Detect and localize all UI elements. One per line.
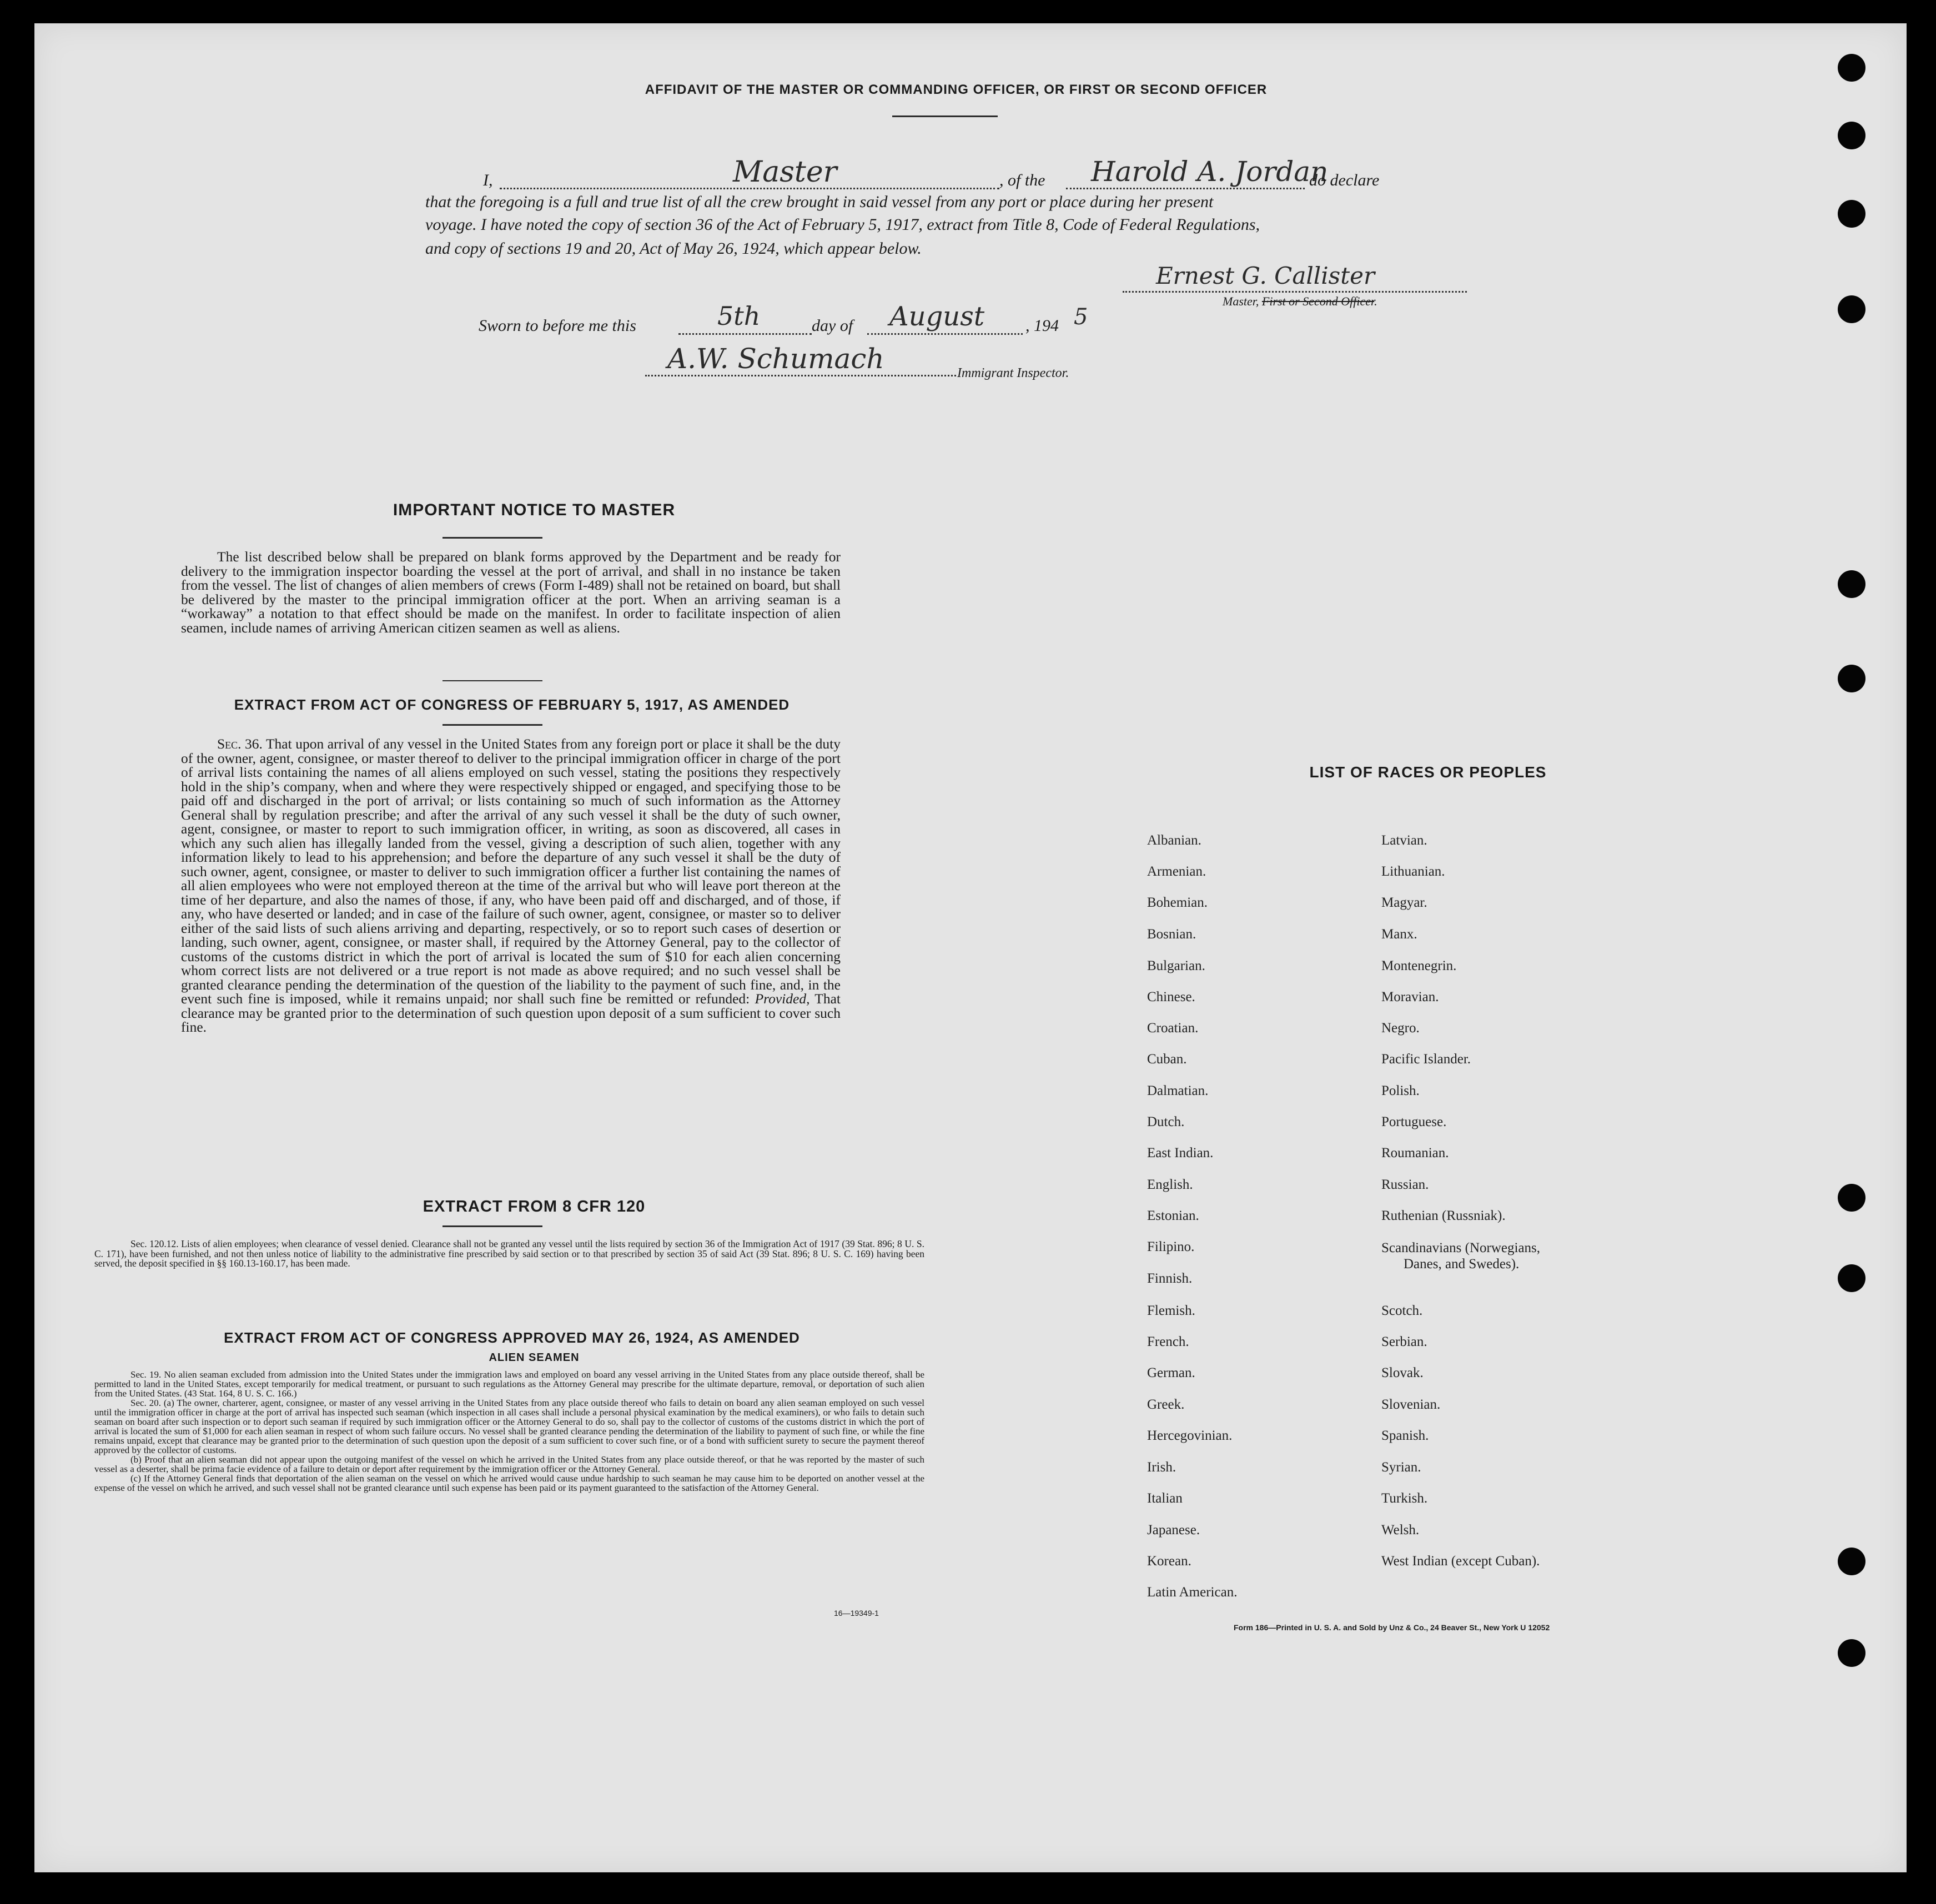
sec20b-text: (b) Proof that an alien seaman did not appear upon the outgoing manifest of the vessel on which he arrived in the United States from any place outside thereof, or that he was reported by the master of such vessel as a deserter, shall be prima facie evidence of a failure to detain or deport after requirement by the immigration officer or the Attorney General. bbox=[94, 1454, 924, 1474]
month-dotted-line bbox=[867, 333, 1023, 335]
race-item: Croatian. bbox=[1147, 1021, 1199, 1036]
provided-label: Provided, bbox=[755, 991, 810, 1007]
race-item: Montenegrin. bbox=[1381, 958, 1457, 973]
sworn-day-value: 5th bbox=[717, 301, 761, 331]
i-handwritten-value: Master bbox=[733, 155, 837, 189]
i-label: I, bbox=[483, 171, 493, 189]
cfr-rule bbox=[442, 1225, 542, 1227]
race-item: French. bbox=[1147, 1334, 1189, 1349]
extract1924-text bbox=[94, 1370, 924, 1493]
race-item: Irish. bbox=[1147, 1460, 1176, 1475]
race-item: Turkish. bbox=[1381, 1491, 1428, 1506]
race-item: Scandinavians (Norwegians, bbox=[1381, 1240, 1541, 1255]
form-code: 16—19349-1 bbox=[834, 1609, 879, 1617]
inspector-dotted-line bbox=[645, 375, 956, 376]
punch-hole bbox=[1838, 1184, 1865, 1212]
race-item: Dutch. bbox=[1147, 1114, 1185, 1129]
race-item: Spanish. bbox=[1381, 1428, 1429, 1443]
master-caption: Master, First or Second Officer. bbox=[1223, 294, 1377, 308]
race-item: Bosnian. bbox=[1147, 927, 1196, 942]
race-item: Korean. bbox=[1147, 1554, 1191, 1569]
races-left-column bbox=[1147, 833, 1347, 1621]
race-item: German. bbox=[1147, 1365, 1195, 1380]
race-item: Italian bbox=[1147, 1491, 1183, 1506]
provided-body: That clearance may be granted prior to the determination of such question upon deposit of a sum sufficient to cover such fine. bbox=[181, 991, 841, 1035]
races-title: LIST OF RACES OR PEOPLES bbox=[1309, 763, 1547, 781]
vessel-handwritten-value: Harold A. Jordan bbox=[1091, 155, 1329, 188]
punch-hole bbox=[1838, 1548, 1865, 1575]
master-signature: Ernest G. Callister bbox=[1156, 262, 1375, 289]
sec20c-text: (c) If the Attorney General finds that deportation of the alien seaman on the vessel on which he arrived would cause undue hardship to such seaman he may cause him to be deported on another vessel at the expense of the vessel on which he arrived, and such vessel shall not be granted clearance until such expense has been paid or its payment guaranteed to the satisfaction of the Attorney General. bbox=[94, 1473, 924, 1493]
race-item: Flemish. bbox=[1147, 1303, 1195, 1318]
sec36-label: Sec. 36. bbox=[217, 736, 263, 752]
day-dotted-line bbox=[678, 333, 812, 335]
race-item: Moravian. bbox=[1381, 989, 1439, 1004]
sworn-label: Sworn to before me this bbox=[479, 317, 636, 335]
vessel-dotted-line bbox=[1066, 188, 1305, 189]
race-item: Portuguese. bbox=[1381, 1114, 1447, 1129]
extract1917-text bbox=[181, 737, 841, 1034]
inspector-signature-block bbox=[645, 343, 1145, 387]
notice-text: The list described below shall be prepared on blank forms approved by the Department and be ready for delivery to the immigration inspector boarding the vessel at the port of arrival, and shall in no instance be taken from the vessel. The list of changes of alien members of crews (Form I-489) shall not be retained on board, but shall be delivered by the master to the principal immigration officer at the port. When an arriving seaman is a “workaway” a notation to that effect should be made on the manifest. In order to facilitate inspection of alien seamen, include names of arriving American citizen seamen as well as aliens. bbox=[181, 549, 841, 636]
race-item: West Indian (except Cuban). bbox=[1381, 1554, 1540, 1569]
master-dotted-line bbox=[1123, 291, 1467, 293]
sec20a-text: Sec. 20. (a) The owner, charterer, agent, consignee, or master of any vessel arriving in the United States from any place outside thereof who fails to detain on board any alien seaman employed on such vessel until the immigration officer in charge at the port of arrival has inspected such seaman (which inspection in all cases shall include a personal physical examination by the medical examiners), or who fails to detain such seaman on board after such inspection or to deport such seaman if required by such immigration officer or the Attorney General to do so, shall pay to the collector of customs of the customs district in which the port of arrival is located the sum of $1,000 for each alien seaman in respect of whom such failure occurs. No vessel shall be granted clearance pending the determination of the liability to payment of such fine, or while the fine remains unpaid, except that clearance may be granted prior to the determination of such question upon the deposit of a sum sufficient to cover such fine, or of a bond with sufficient surety to secure the payment thereof approved by the collector of customs. bbox=[94, 1398, 924, 1455]
race-item: Slovenian. bbox=[1381, 1397, 1441, 1412]
race-item: Chinese. bbox=[1147, 989, 1195, 1004]
sec36-body: That upon arrival of any vessel in the United States from any foreign port or place it shall be the duty of the owner, agent, consignee, or master thereof to deliver to the principal immigration officer in charge of the port of arrival lists containing the names of all aliens employed on such vessel, stating the positions they respectively hold in the ship’s company, when and where they were respectively shipped or engaged, and specifying those to be paid off and discharged in the port of arrival; or lists containing so much of such information as the Attorney General shall by regulation prescribe; and after the arrival of any such vessel it shall be the duty of such owner, agent, consignee, or master to report to such immigration officer, in writing, as soon as discovered, all cases in which any such alien has illegally landed from the vessel, giving a description of such alien, together with any information likely to lead to his apprehension; and before the departure of any such vessel it shall be the duty of such owner, agent, consignee, or master to deliver to such immigration officer a further list containing the names of all alien employees who were not employed thereon at the time of the arrival but who will leave port thereon at the time of her departure, and also the names of those, if any, who have been paid off and discharged, and of those, if any, who have deserted or landed; and in case of the failure of such owner, agent, consignee, or master so to deliver either of the said lists of such aliens arriving and departing, respectively, or so to report such cases of desertion or landing, such owner, agent, consignee, or master shall, if required by the Attorney General, pay to the collector of customs of the customs district in which the port of arrival is located the sum of $10 for each alien concerning whom correct lists are not delivered or a true report is not made as above required; and no such vessel shall be granted clearance pending the determination of the question of the liability to the payment of such fine, and, in the event such fine is imposed, while it remains unpaid; nor shall such fine be remitted or refunded: bbox=[181, 736, 841, 1007]
race-item: Armenian. bbox=[1147, 864, 1206, 879]
cfr-title: EXTRACT FROM 8 CFR 120 bbox=[423, 1198, 646, 1215]
punch-hole bbox=[1838, 54, 1865, 82]
race-item: Magyar. bbox=[1381, 895, 1427, 910]
race-item: English. bbox=[1147, 1177, 1193, 1192]
race-item: Polish. bbox=[1381, 1083, 1420, 1098]
master-caption-master: Master, bbox=[1223, 294, 1259, 308]
race-item: Russian. bbox=[1381, 1177, 1429, 1192]
race-item: Roumanian. bbox=[1381, 1146, 1449, 1161]
race-item: Latvian. bbox=[1381, 833, 1427, 848]
race-item: Filipino. bbox=[1147, 1239, 1195, 1254]
affidavit-line3: voyage. I have noted the copy of section 36 of the Act of February 5, 1917, extract from Title 8, Code of Federal Regulations, bbox=[425, 215, 1260, 234]
sworn-month-value: August bbox=[889, 301, 985, 332]
race-item: Latin American. bbox=[1147, 1585, 1238, 1600]
title-rule bbox=[892, 115, 998, 117]
punch-hole bbox=[1838, 570, 1865, 598]
punch-hole bbox=[1838, 295, 1865, 323]
race-item: Serbian. bbox=[1381, 1334, 1427, 1349]
race-item: Greek. bbox=[1147, 1397, 1185, 1412]
race-item: Lithuanian. bbox=[1381, 864, 1445, 879]
extract1924-subtitle: ALIEN SEAMEN bbox=[489, 1352, 580, 1364]
affidavit-title: AFFIDAVIT OF THE MASTER OR COMMANDING OFFICER, OR FIRST OR SECOND OFFICER bbox=[645, 82, 1268, 97]
punch-hole bbox=[1838, 1264, 1865, 1292]
inspector-caption: Immigrant Inspector. bbox=[957, 366, 1069, 380]
declare-label: do declare bbox=[1309, 171, 1380, 189]
races-right-column bbox=[1381, 833, 1714, 1621]
race-item: Japanese. bbox=[1147, 1523, 1200, 1538]
race-item: Welsh. bbox=[1381, 1523, 1420, 1538]
year-suffix: 5 bbox=[1074, 304, 1088, 330]
race-item: Albanian. bbox=[1147, 833, 1201, 848]
notice-rule bbox=[442, 537, 542, 539]
race-item: Slovak. bbox=[1381, 1365, 1424, 1380]
race-item: Manx. bbox=[1381, 927, 1417, 942]
race-item: Cuban. bbox=[1147, 1052, 1187, 1067]
inspector-signature: A.W. Schumach bbox=[667, 343, 884, 375]
printer-footer: Form 186—Printed in U. S. A. and Sold by Unz & Co., 24 Beaver St., New York U 12052 bbox=[1234, 1623, 1550, 1632]
sec19-text: Sec. 19. No alien seaman excluded from admission into the United States under the immigration laws and employed on board any vessel arriving in the United States from any place outside thereof, shall be permitted to land in the United States, except temporarily for medical treatment, or pursuant to such regulations as the Attorney General may prescribe for the ultimate departure, removal, or deportation of such alien from the United States. (43 Stat. 164, 8 U. S. C. 166.) bbox=[94, 1369, 924, 1399]
master-caption-struck: First or Second Officer bbox=[1261, 294, 1375, 308]
race-item: Estonian. bbox=[1147, 1208, 1199, 1223]
extract1924-title: EXTRACT FROM ACT OF CONGRESS APPROVED MAY 26, 1924, AS AMENDED bbox=[224, 1329, 800, 1346]
race-item: Negro. bbox=[1381, 1021, 1420, 1036]
punch-hole bbox=[1838, 200, 1865, 228]
race-item: East Indian. bbox=[1147, 1146, 1214, 1161]
race-item: Bohemian. bbox=[1147, 895, 1208, 910]
race-item: Ruthenian (Russniak). bbox=[1381, 1208, 1506, 1223]
race-item: Dalmatian. bbox=[1147, 1083, 1209, 1098]
race-item: Danes, and Swedes). bbox=[1404, 1257, 1520, 1272]
race-item: Pacific Islander. bbox=[1381, 1052, 1471, 1067]
year-prefix: , 194 bbox=[1025, 317, 1059, 335]
affidavit-line1 bbox=[483, 155, 1538, 194]
race-item: Scotch. bbox=[1381, 1303, 1423, 1318]
extract1917-rule bbox=[442, 724, 542, 726]
form-sheet bbox=[34, 23, 1907, 1872]
race-item: Bulgarian. bbox=[1147, 958, 1205, 973]
sworn-line bbox=[479, 301, 1200, 334]
notice-title: IMPORTANT NOTICE TO MASTER bbox=[393, 501, 676, 519]
race-item: Syrian. bbox=[1381, 1460, 1421, 1475]
punch-hole bbox=[1838, 1639, 1865, 1667]
affidavit-line2: that the foregoing is a full and true list of all the crew brought in said vessel from any port or place during her present bbox=[425, 193, 1214, 211]
cfr-text: Sec. 120.12. Lists of alien employees; when clearance of vessel denied. Clearance shall not be granted any vessel until the lists required by section 36 of the Immigration Act of 1917 (39 Stat. 896; 8 U. S. C. 171), have been furnished, and not then unless notice of liability to the administrative fine prescribed by said section or to that prescribed by section 35 of said Act (39 Stat. 896; 8 U. S. C. 169) having been served, the deposit specified in §§ 160.13-160.17, has been made. bbox=[94, 1238, 924, 1269]
punch-hole bbox=[1838, 122, 1865, 149]
of-the-label: , of the bbox=[999, 171, 1045, 189]
race-item: Finnish. bbox=[1147, 1271, 1193, 1286]
affidavit-line4: and copy of sections 19 and 20, Act of May 26, 1924, which appear below. bbox=[425, 239, 922, 258]
punch-hole bbox=[1838, 665, 1865, 692]
day-of-label: day of bbox=[812, 317, 853, 335]
extract1917-title: EXTRACT FROM ACT OF CONGRESS OF FEBRUARY 5, 1917, AS AMENDED bbox=[234, 696, 790, 713]
notice-end-rule bbox=[442, 680, 542, 681]
race-item: Hercegovinian. bbox=[1147, 1428, 1233, 1443]
